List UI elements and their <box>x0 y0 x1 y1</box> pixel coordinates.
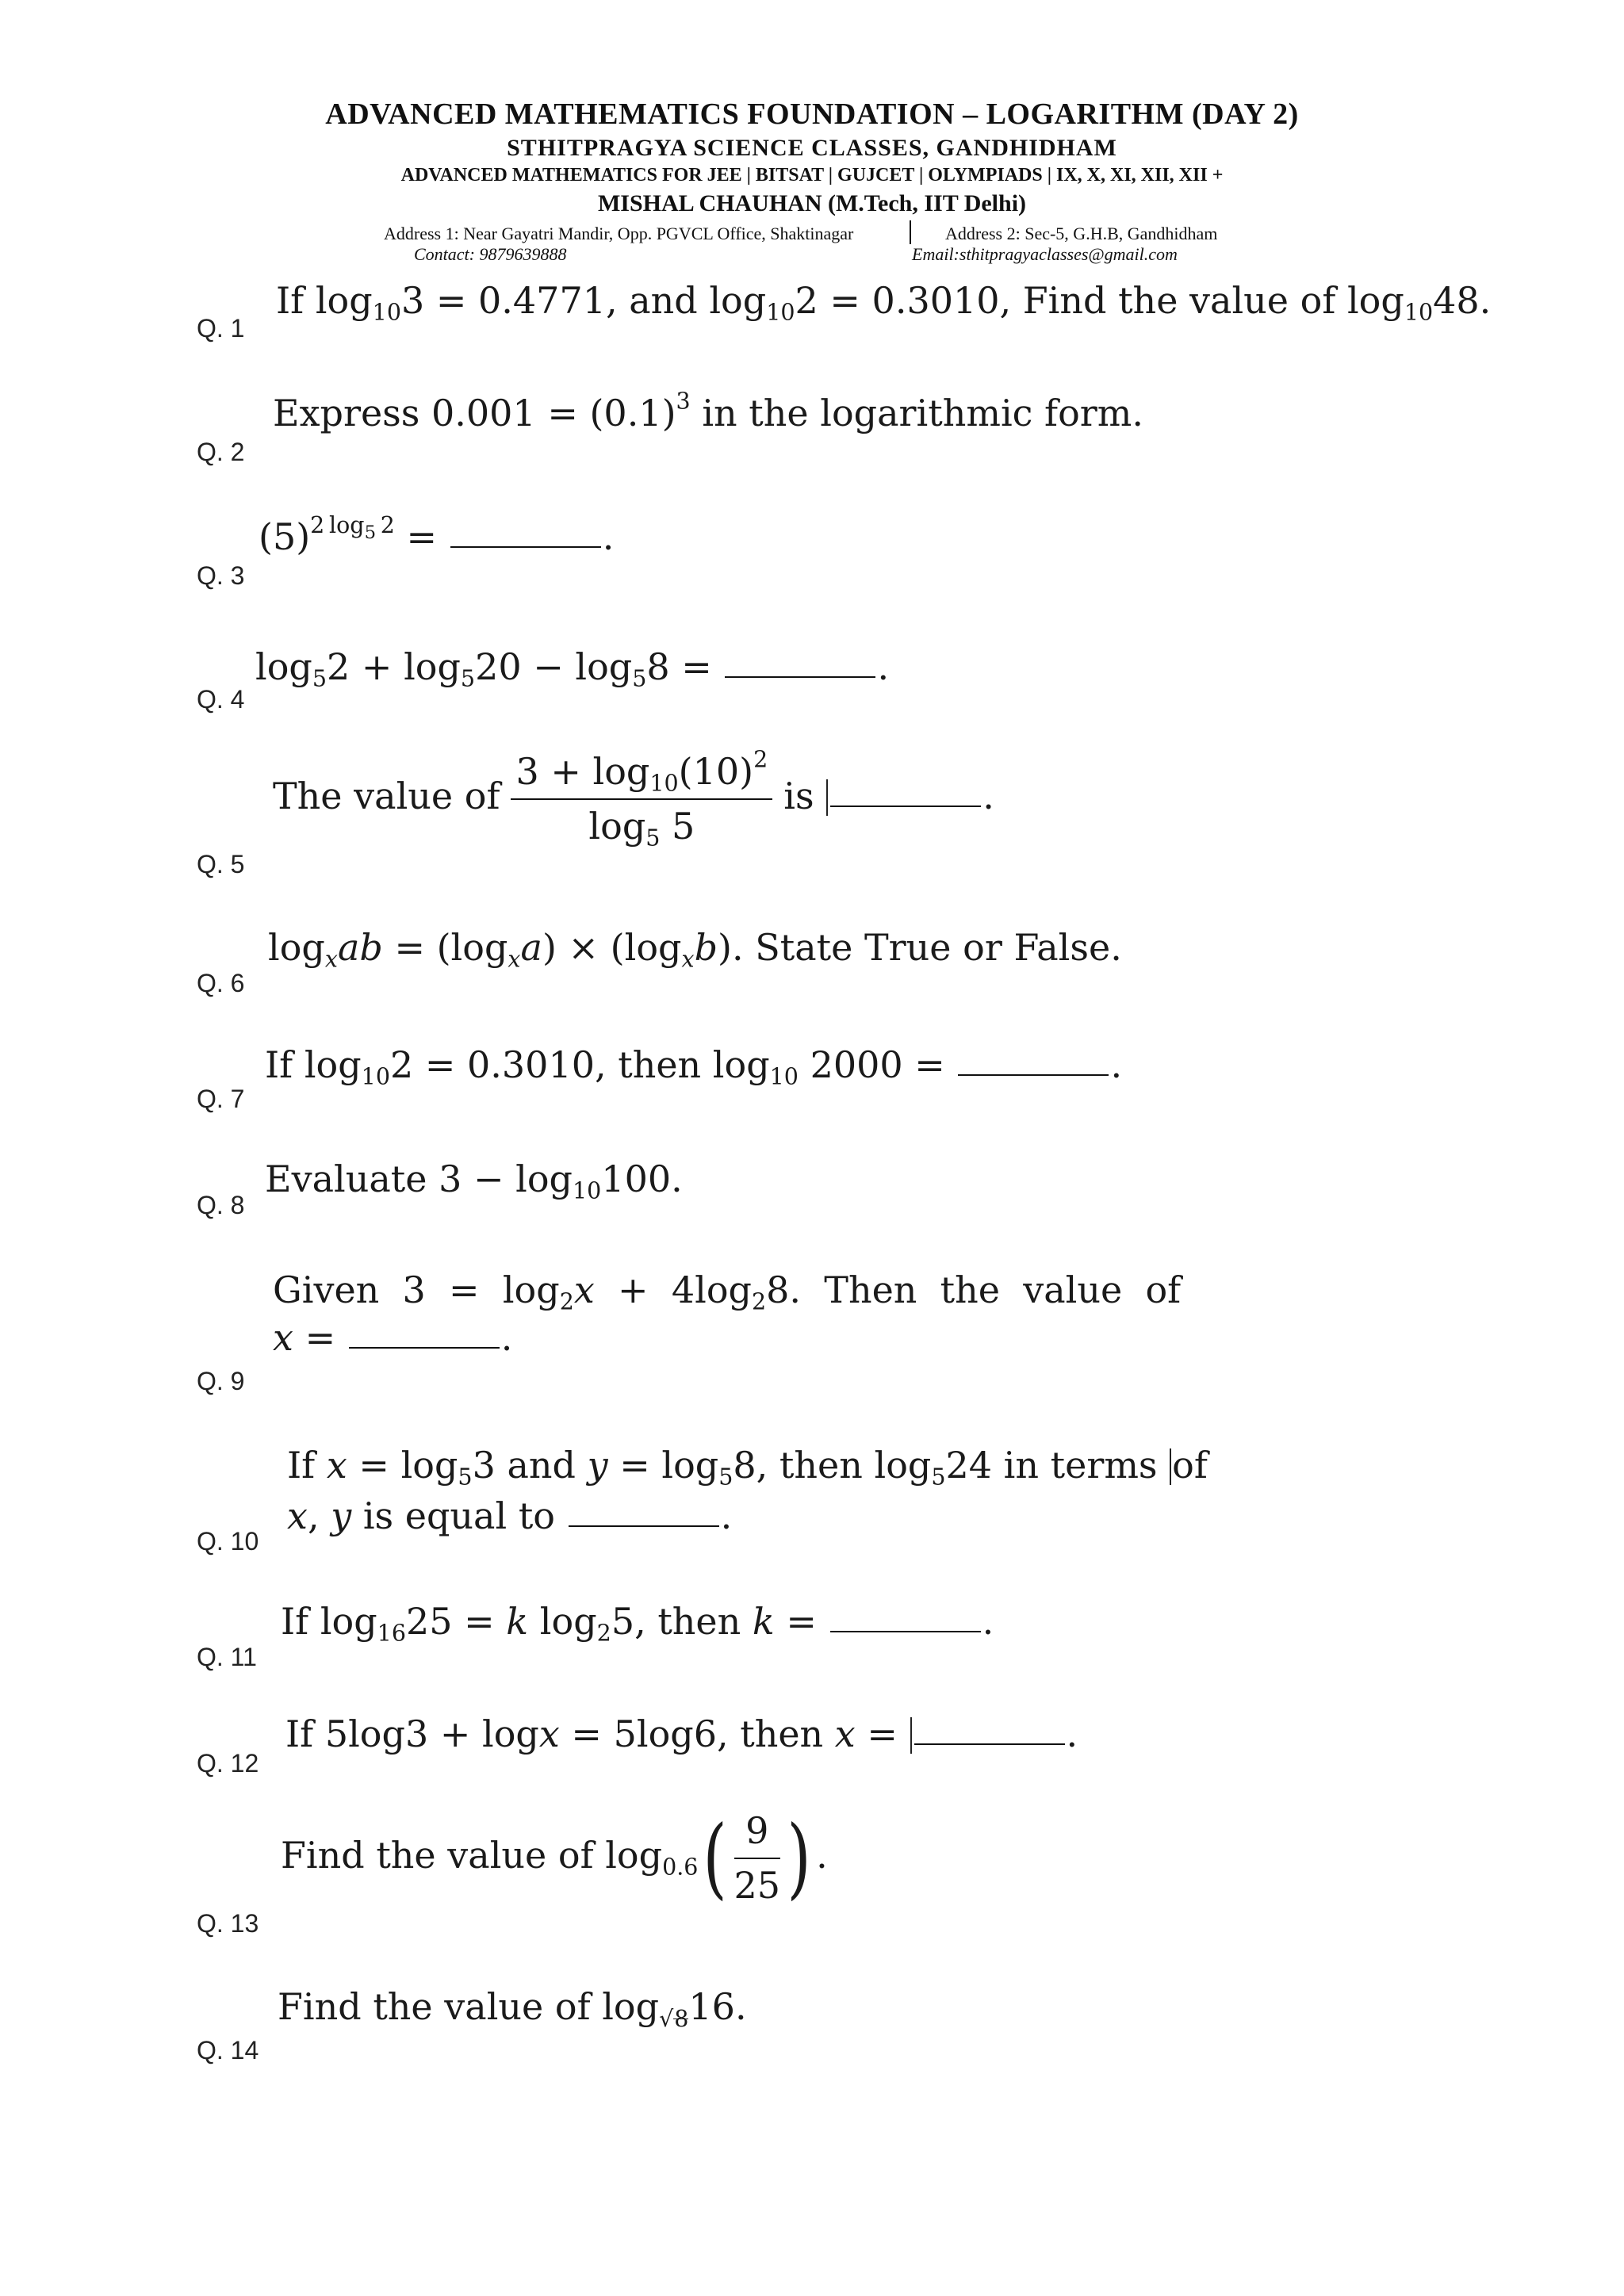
question-number: Q. 14 <box>197 2036 259 2064</box>
question-number: Q. 4 <box>197 685 245 714</box>
question-5-text: The value of $\frac{3 + \log_{10}(10)^2}{\log_5 5}$ is . <box>273 746 994 851</box>
question-4-text: $\log_52 + \log_520 - \log_58$ = . <box>255 645 890 692</box>
fraction: $\frac{9}{25}$ <box>733 1809 781 1908</box>
question-number: Q. 8 <box>197 1191 245 1219</box>
answer-blank[interactable] <box>450 545 601 548</box>
question-number: Q. 1 <box>197 314 245 342</box>
worksheet-title: ADVANCED MATHEMATICS FOUNDATION – LOGARITHM (DAY 2) <box>325 98 1299 131</box>
question-11-text: If $\log_{16}25 = k$ $\log_25$, then k = . <box>281 1600 994 1647</box>
question-number: Q. 12 <box>197 1749 259 1777</box>
question-3-text: $(5)^{2 log_5 2}$ = . <box>259 511 615 558</box>
contact-email: Email:sthitpragyaclasses@gmail.com <box>912 244 1178 264</box>
question-13-text: Find the value of $\log_{0.6}$( $\frac{9}{25}$ ) . <box>281 1807 828 1909</box>
text-cursor <box>1170 1448 1171 1485</box>
answer-blank[interactable] <box>725 675 875 678</box>
question-number: Q. 13 <box>197 1909 259 1938</box>
fraction: $\frac{3 + \log_{10}(10)^2}{\log_5 5}$ <box>511 750 772 848</box>
question-2-text: Express $0.001 = (0.1)^3$ in the logarithmic form. <box>273 388 1143 434</box>
question-number: Q. 6 <box>197 969 245 997</box>
answer-blank[interactable] <box>914 1743 1065 1745</box>
question-number: Q. 10 <box>197 1527 259 1556</box>
institute-name: STHITPRAGYA SCIENCE CLASSES, GANDHIDHAM <box>507 135 1117 161</box>
question-number: Q. 5 <box>197 850 245 878</box>
address-divider <box>910 220 911 244</box>
address-1: Address 1: Near Gayatri Mandir, Opp. PGVCL Office, Shaktinagar <box>384 224 854 243</box>
question-12-text: If 5log3 + logx = 5log6, then x = . <box>285 1712 1078 1755</box>
question-number: Q. 7 <box>197 1085 245 1113</box>
question-number: Q. 11 <box>197 1643 257 1671</box>
question-10-text: If $x = \log_53$ and $y = \log_58$, then $\log_524$ in terms of x, y is equal to . <box>287 1444 1208 1538</box>
question-8-text: Evaluate $3 - \log_{10}100$. <box>265 1158 683 1204</box>
course-tagline: ADVANCED MATHEMATICS FOR JEE | BITSAT | GUJCET | OLYMPIADS | IX, X, XI, XII, XII + <box>400 165 1224 186</box>
question-number: Q. 2 <box>197 438 245 466</box>
answer-blank[interactable] <box>830 805 981 807</box>
answer-blank[interactable] <box>569 1525 719 1527</box>
question-number: Q. 9 <box>197 1367 245 1395</box>
address-2: Address 2: Sec-5, G.H.B, Gandhidham <box>945 224 1218 243</box>
question-number: Q. 3 <box>197 561 245 590</box>
text-cursor <box>826 779 828 816</box>
teacher-name: MISHAL CHAUHAN (M.Tech, IIT Delhi) <box>597 190 1027 216</box>
answer-blank[interactable] <box>830 1630 981 1632</box>
question-14-text: Find the value of $\log_{√8}16$. <box>278 1985 747 2032</box>
answer-blank[interactable] <box>958 1073 1109 1076</box>
answer-blank[interactable] <box>349 1346 500 1349</box>
question-6-text: $\log_xab = (\log_xa) \times (\log_xb)$. State True or False. <box>268 926 1122 973</box>
question-9-text: Given $3 = \log_2x + 4\log_28$. Then the value of x = . <box>273 1269 1182 1359</box>
question-7-text: If $\log_{10}2 = 0.3010$, then $\log_{10} 2000$ = . <box>265 1043 1123 1090</box>
text-cursor <box>910 1717 912 1754</box>
question-1-text: If $\log_{10}3 = 0.4771$, and $\log_{10}2 = 0.3010$, Find the value of $\log_{10}48$. <box>276 279 1492 326</box>
contact-phone: Contact: 9879639888 <box>414 244 567 264</box>
